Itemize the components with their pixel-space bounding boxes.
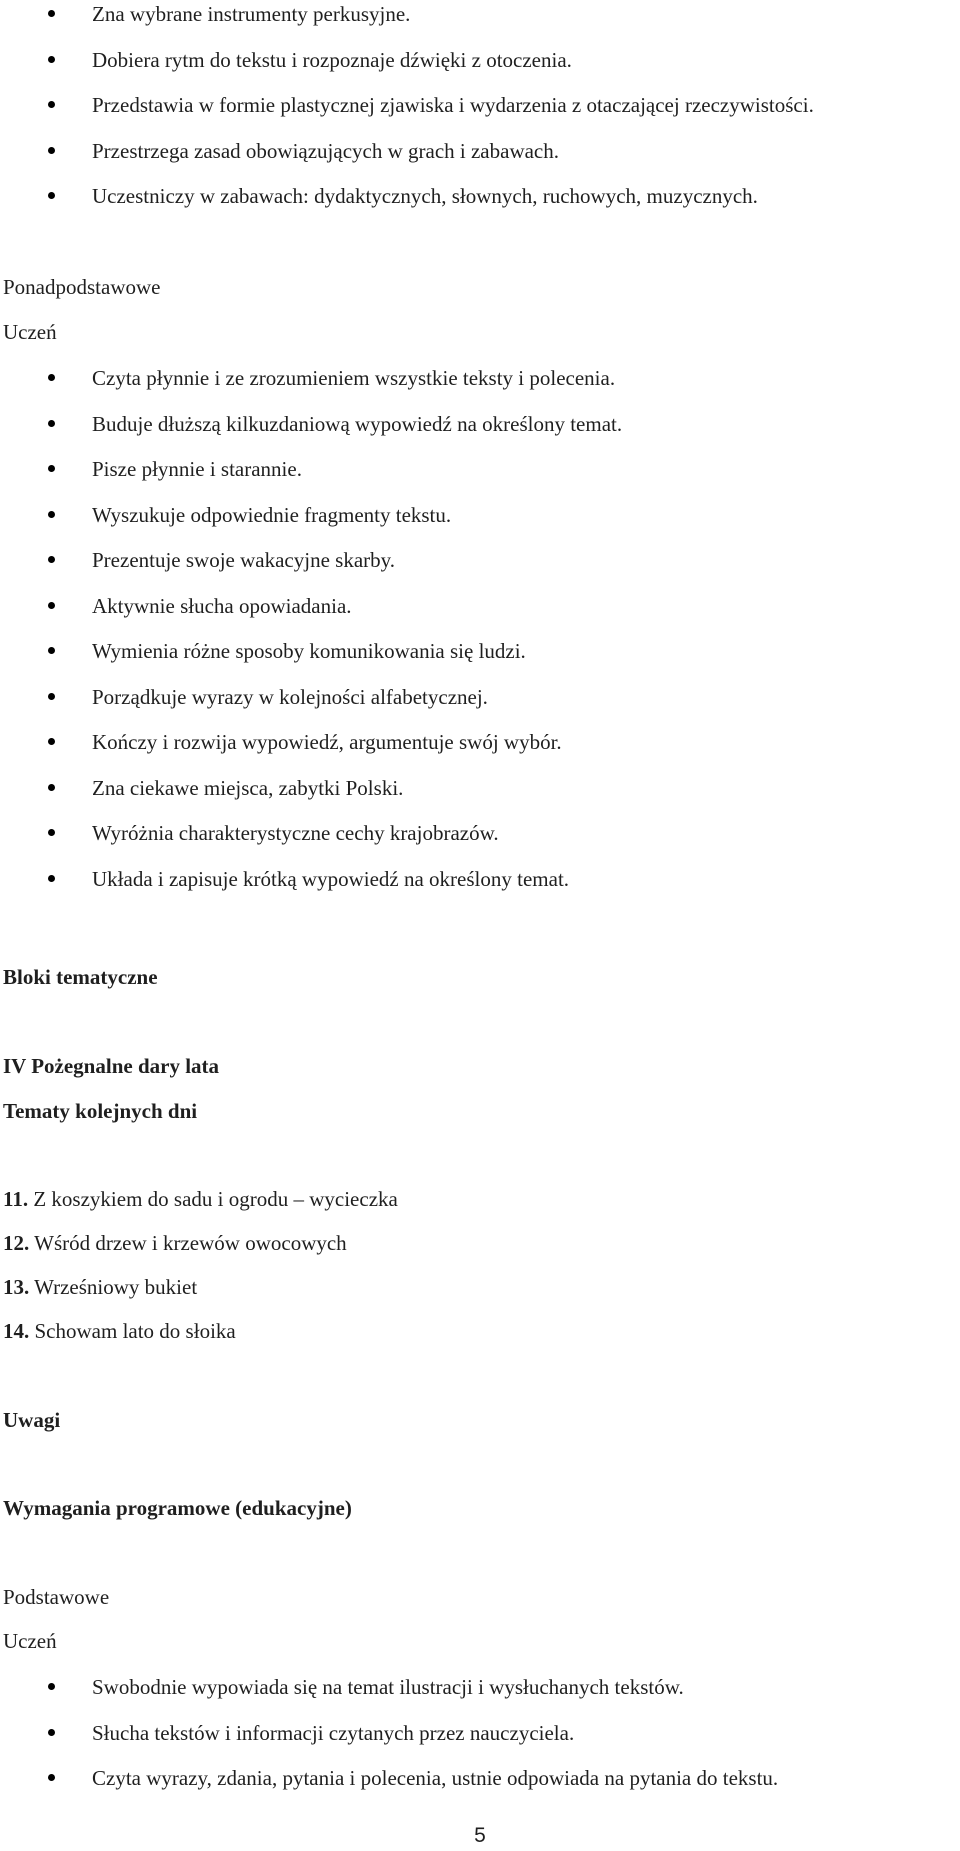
list-item	[0, 410, 960, 456]
day-text: Wśród drzew i krzewów owocowych	[29, 1231, 347, 1255]
list-item-text: Wymienia różne sposoby komunikowania się ludzi.	[92, 639, 526, 663]
bullet-icon	[48, 602, 55, 609]
list-item-text: Układa i zapisuje krótką wypowiedź na określony temat.	[92, 866, 570, 891]
day-text: Wrześniowy bukiet	[29, 1275, 198, 1299]
days-title: Tematy kolejnych dni	[3, 1099, 198, 1123]
list-item	[0, 137, 960, 183]
bullet-list-podstawowe	[0, 1673, 960, 1810]
list-item-text: Swobodnie wypowiada się na temat ilustracji i wysłuchanych tekstów.	[92, 1675, 684, 1699]
list-item	[0, 1719, 960, 1765]
bullet-icon	[48, 784, 55, 791]
list-item	[0, 774, 960, 820]
section-subheading-uczen: Uczeń	[3, 1629, 57, 1653]
page-number: 5	[474, 1824, 486, 1847]
list-item	[0, 1673, 960, 1719]
bullet-icon	[48, 829, 55, 836]
day-item	[3, 1317, 236, 1345]
bullet-icon	[48, 738, 55, 745]
list-item-text: Kończy i rozwija wypowiedź, argumentuje swój wybór.	[92, 730, 562, 754]
list-item	[0, 0, 960, 46]
list-item-text: Przestrzega zasad obowiązujących w grach i zabawach.	[92, 138, 560, 163]
bullet-icon	[48, 10, 55, 17]
day-text: Schowam lato do słoika	[29, 1319, 236, 1343]
list-item-text: Wyszukuje odpowiednie fragmenty tekstu.	[92, 502, 452, 527]
bullet-icon	[48, 420, 55, 427]
day-number: 12.	[3, 1231, 30, 1255]
list-item-text: Czyta wyrazy, zdania, pytania i polecenia, ustnie odpowiada na pytania do tekstu.	[92, 1766, 779, 1790]
section-heading-bloki: Bloki tematyczne	[3, 965, 158, 989]
list-item	[0, 592, 960, 638]
list-item-text: Czyta płynnie i ze zrozumieniem wszystkie teksty i polecenia.	[92, 366, 616, 390]
bullet-list-top	[0, 0, 960, 228]
list-item	[0, 46, 960, 92]
bullet-icon	[48, 101, 55, 108]
list-item	[0, 546, 960, 592]
bullet-icon	[48, 556, 55, 563]
day-item	[3, 1229, 347, 1257]
list-item	[0, 91, 960, 137]
bullet-icon	[48, 1683, 55, 1690]
list-item-text: Przedstawia w formie plastycznej zjawiska i wydarzenia z otaczającej rzeczywistości.	[92, 93, 814, 117]
section-heading-ponadpodstawowe: Ponadpodstawowe	[3, 275, 161, 299]
bullet-icon	[48, 1774, 55, 1781]
list-item	[0, 455, 960, 501]
list-item-text: Wyróżnia charakterystyczne cechy krajobrazów.	[92, 821, 499, 845]
list-item-text: Buduje dłuższą kilkuzdaniową wypowiedź na określony temat.	[92, 411, 623, 436]
list-item	[0, 819, 960, 865]
day-item	[3, 1273, 197, 1301]
bullet-icon	[48, 511, 55, 518]
section-heading-wymagania: Wymagania programowe (edukacyjne)	[3, 1496, 352, 1520]
day-number: 11.	[3, 1187, 29, 1211]
list-item	[0, 364, 960, 410]
list-item-text: Aktywnie słucha opowiadania.	[92, 593, 352, 618]
list-item	[0, 683, 960, 729]
bullet-icon	[48, 192, 55, 199]
bullet-icon	[48, 693, 55, 700]
list-item	[0, 182, 960, 228]
list-item	[0, 501, 960, 547]
list-item-text: Zna ciekawe miejsca, zabytki Polski.	[92, 775, 404, 800]
list-item-text: Pisze płynnie i starannie.	[92, 457, 302, 481]
list-item-text: Dobiera rytm do tekstu i rozpoznaje dźwięki z otoczenia.	[92, 47, 572, 72]
section-subheading-podstawowe: Podstawowe	[3, 1585, 110, 1609]
section-subheading-uczen: Uczeń	[3, 320, 57, 344]
list-item-text: Prezentuje swoje wakacyjne skarby.	[92, 548, 396, 572]
block-title: IV Pożegnalne dary lata	[3, 1054, 220, 1078]
bullet-icon	[48, 374, 55, 381]
section-heading-uwagi: Uwagi	[3, 1408, 61, 1432]
list-item	[0, 728, 960, 774]
list-item	[0, 865, 960, 911]
bullet-list-ponadpodstawowe	[0, 364, 960, 910]
bullet-icon	[48, 465, 55, 472]
bullet-icon	[48, 1729, 55, 1736]
bullet-icon	[48, 647, 55, 654]
list-item	[0, 1764, 960, 1810]
list-item	[0, 637, 960, 683]
day-text: Z koszykiem do sadu i ogrodu – wycieczka	[28, 1187, 398, 1211]
list-item-text: Zna wybrane instrumenty perkusyjne.	[92, 2, 411, 26]
list-item-text: Słucha tekstów i informacji czytanych przez nauczyciela.	[92, 1720, 575, 1745]
day-number: 13.	[3, 1275, 30, 1299]
list-item-text: Porządkuje wyrazy w kolejności alfabetycznej.	[92, 684, 488, 709]
day-item	[3, 1185, 398, 1213]
bullet-icon	[48, 147, 55, 154]
bullet-icon	[48, 875, 55, 882]
list-item-text: Uczestniczy w zabawach: dydaktycznych, słownych, ruchowych, muzycznych.	[92, 184, 758, 208]
day-number: 14.	[3, 1319, 30, 1343]
bullet-icon	[48, 56, 55, 63]
